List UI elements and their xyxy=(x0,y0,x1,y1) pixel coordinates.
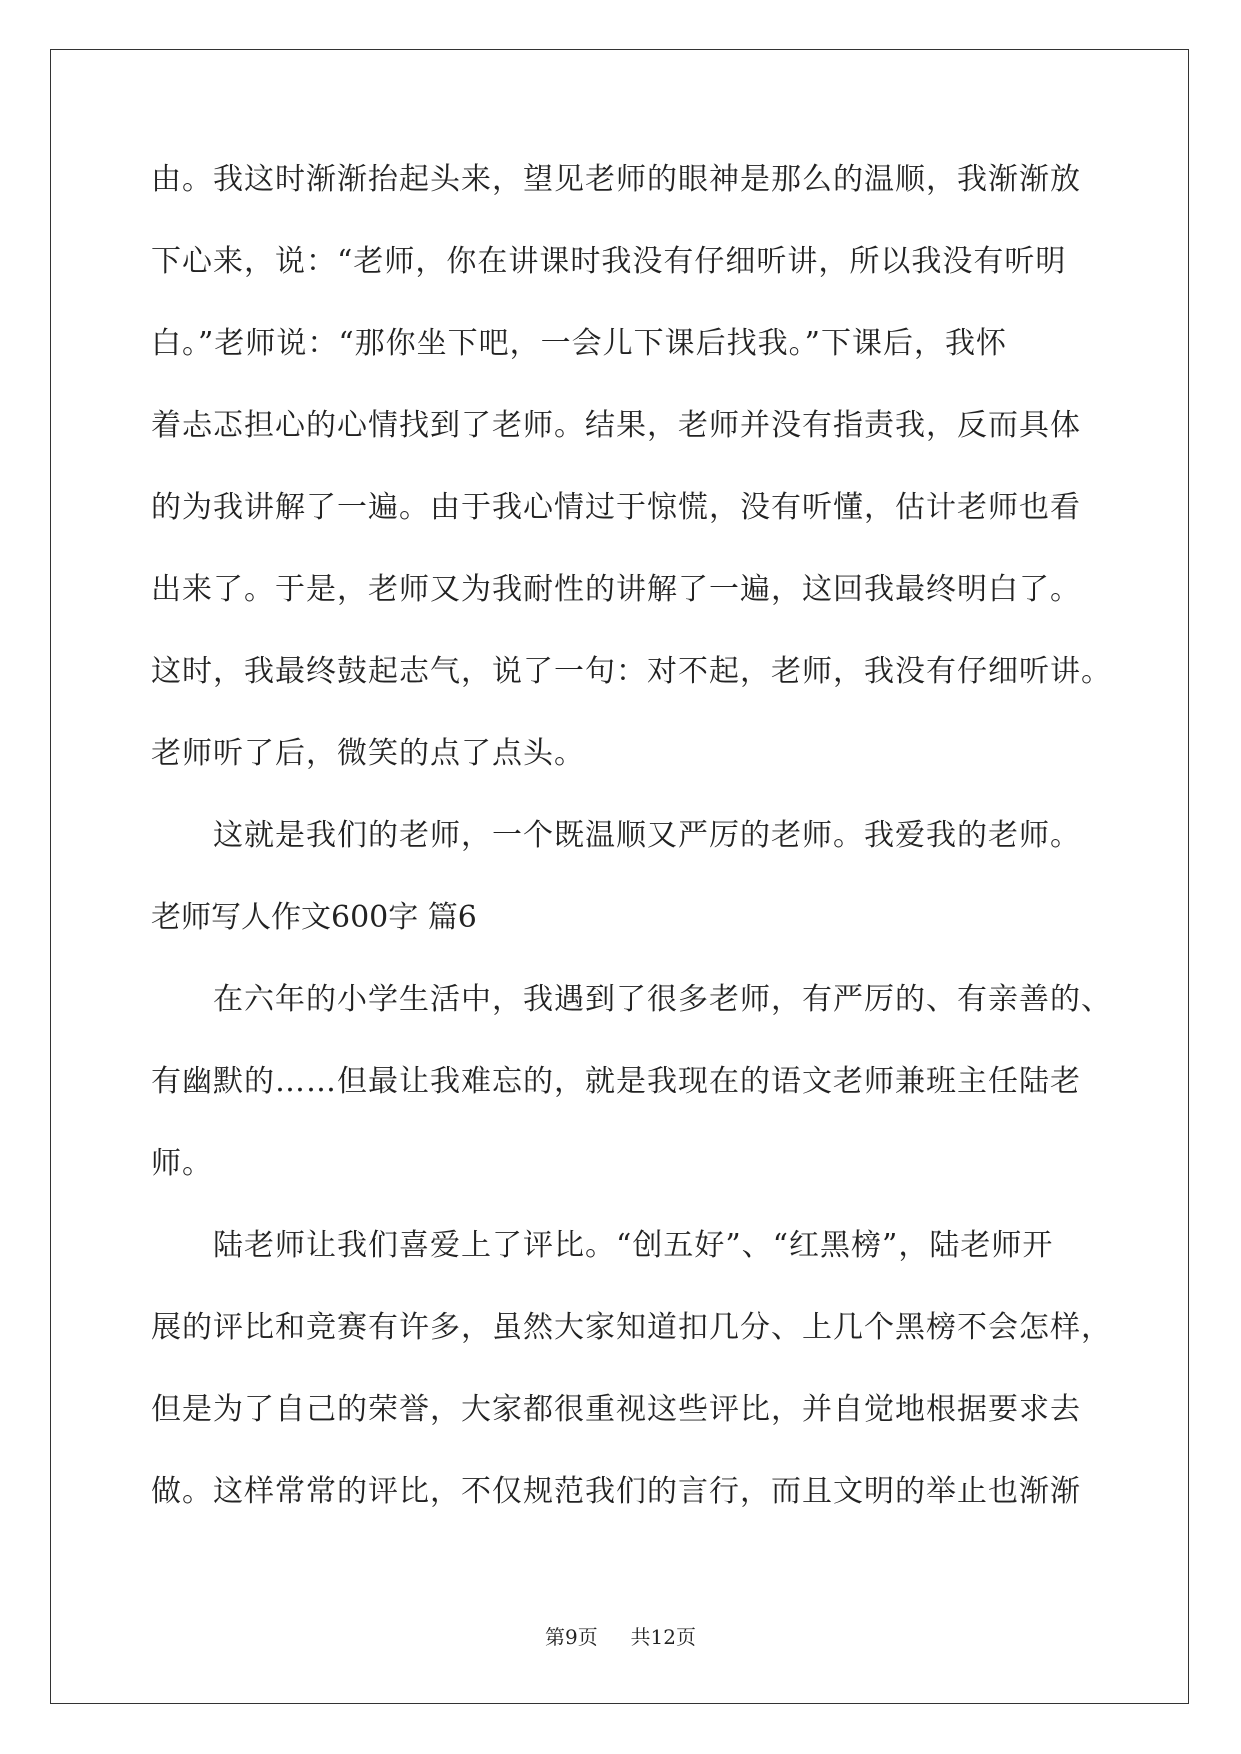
text-line: 出来了。于是，老师又为我耐性的讲解了一遍，这回我最终明白了。 xyxy=(151,572,1081,607)
text-line: 的为我讲解了一遍。由于我心情过于惊慌，没有听懂，估计老师也看 xyxy=(151,490,1081,525)
text-line: 这时，我最终鼓起志气，说了一句：对不起，老师，我没有仔细听讲。 xyxy=(151,654,1112,689)
page-total: 共12页 xyxy=(630,1625,696,1649)
paragraph-line: 这就是我们的老师，一个既温顺又严厉的老师。我爱我的老师。 xyxy=(213,818,1081,853)
paragraph-line: 陆老师让我们喜爱上了评比。“创五好”、“红黑榜”，陆老师开 xyxy=(213,1228,1054,1263)
section-heading: 老师写人作文600字 篇6 xyxy=(151,900,477,935)
text-line: 展的评比和竞赛有许多，虽然大家知道扣几分、上几个黑榜不会怎样， xyxy=(151,1310,1112,1345)
text-line: 由。我这时渐渐抬起头来，望见老师的眼神是那么的温顺，我渐渐放 xyxy=(151,162,1081,197)
page-number: 第9页 xyxy=(545,1625,598,1649)
document-body xyxy=(151,160,1111,1554)
text-line: 做。这样常常的评比，不仅规范我们的言行，而且文明的举止也渐渐 xyxy=(151,1474,1081,1509)
text-line: 白。”老师说：“那你坐下吧，一会儿下课后找我。”下课后，我怀 xyxy=(151,326,1008,361)
text-line: 着忐忑担心的心情找到了老师。结果，老师并没有指责我，反而具体 xyxy=(151,408,1081,443)
text-line: 师。 xyxy=(151,1146,213,1181)
text-line: 老师听了后，微笑的点了点头。 xyxy=(151,736,585,771)
paragraph-line: 在六年的小学生活中，我遇到了很多老师，有严厉的、有亲善的、 xyxy=(213,982,1112,1017)
page-footer xyxy=(0,1624,1241,1650)
text-line: 有幽默的……但最让我难忘的，就是我现在的语文老师兼班主任陆老 xyxy=(151,1064,1081,1099)
text-line: 但是为了自己的荣誉，大家都很重视这些评比，并自觉地根据要求去 xyxy=(151,1392,1081,1427)
text-line: 下心来，说：“老师，你在讲课时我没有仔细听讲，所以我没有听明 xyxy=(151,244,1067,279)
